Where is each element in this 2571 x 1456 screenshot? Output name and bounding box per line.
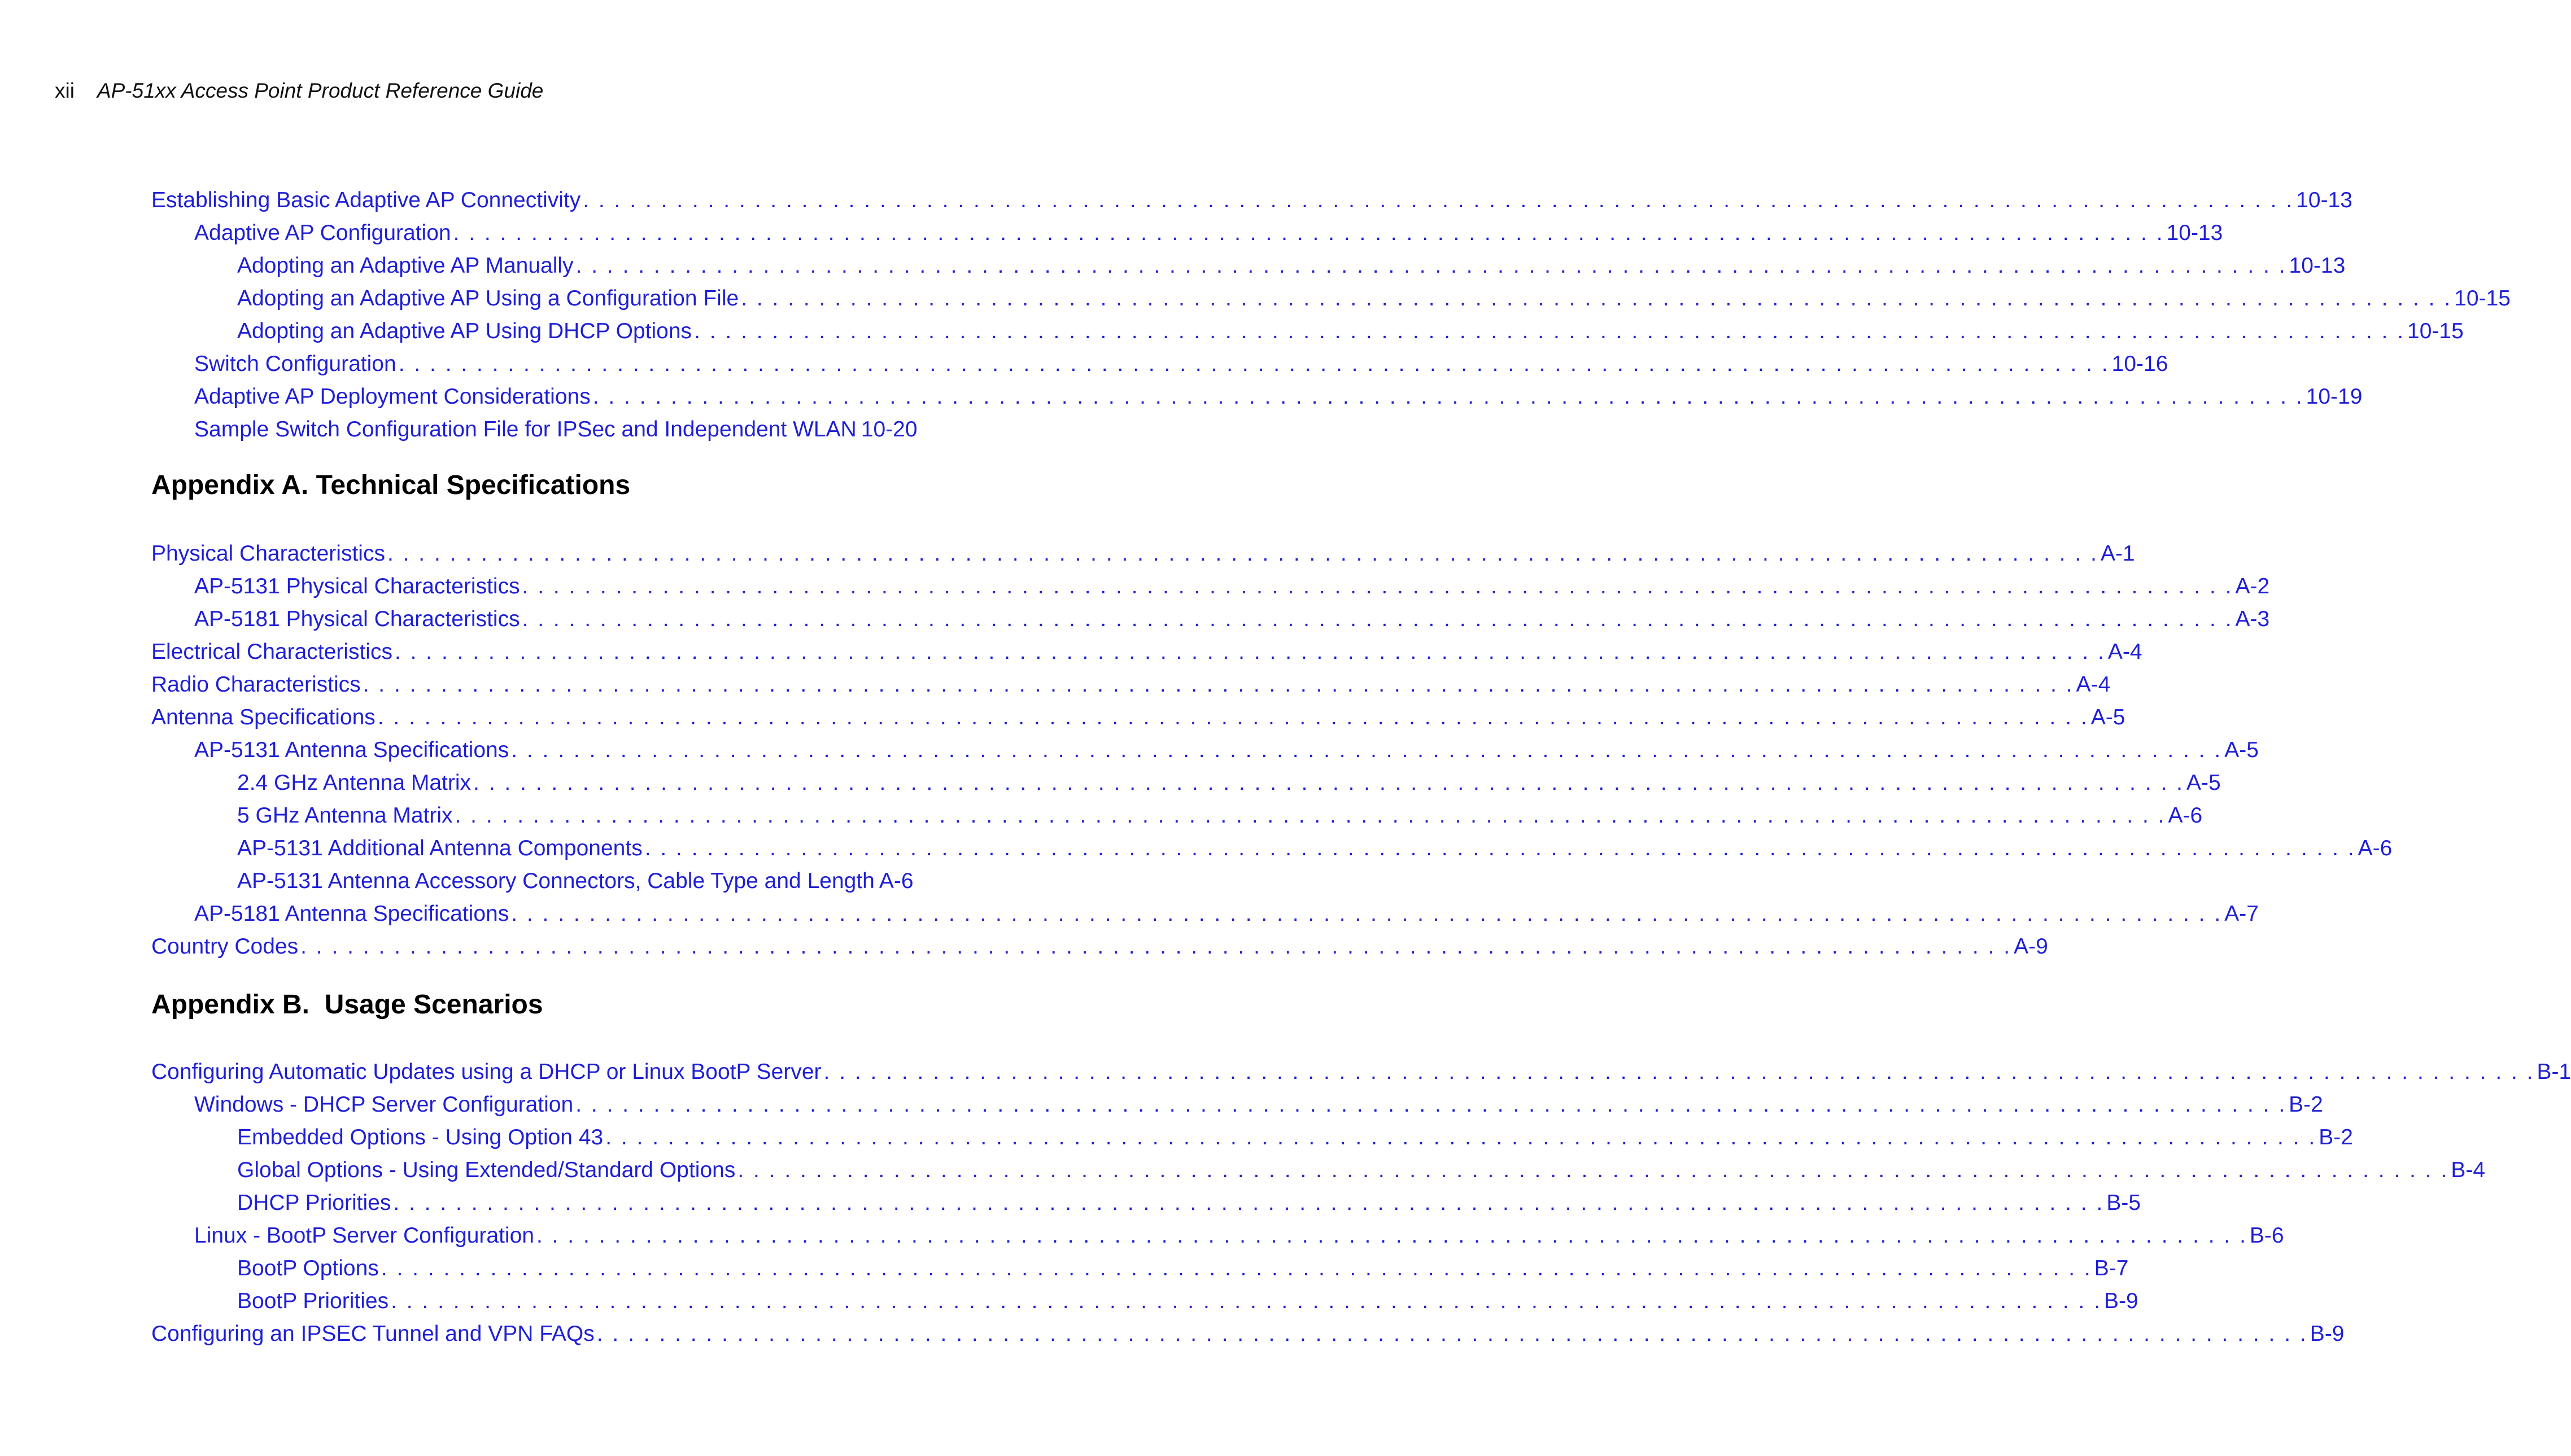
toc-entry[interactable] [151, 282, 2511, 315]
toc-entry-title: Linux - BootP Server Configuration [194, 1223, 534, 1248]
toc-entry-title: 5 GHz Antenna Matrix [237, 803, 453, 828]
dot-leader [576, 250, 2287, 282]
dot-leader [381, 1252, 2092, 1285]
dot-leader [694, 315, 2405, 348]
toc-entry-title: BootP Options [237, 1256, 379, 1280]
toc-entry[interactable] [151, 767, 2221, 799]
toc-entry[interactable] [151, 930, 2048, 963]
dot-leader [536, 1219, 2247, 1252]
toc-entry[interactable] [151, 570, 2270, 603]
dot-leader [511, 898, 2222, 930]
dot-leader [300, 930, 2011, 963]
toc-entry-title: Configuring an IPSEC Tunnel and VPN FAQs [151, 1322, 595, 1346]
toc-entry[interactable] [151, 701, 2125, 734]
toc-entry-title: Adopting an Adaptive AP Using a Configuration File [237, 286, 739, 311]
toc-entry-title: 2.4 GHz Antenna Matrix [237, 771, 472, 795]
toc-entry-title: Country Codes [151, 934, 299, 959]
dot-leader [605, 1121, 2316, 1154]
toc-entry-title: AP-5181 Antenna Specifications [194, 902, 509, 926]
toc-entry[interactable] [151, 217, 2223, 250]
toc-entry-title: Antenna Specifications [151, 705, 376, 729]
toc-entry-page: A-3 [2235, 607, 2270, 631]
appendix-b-heading: Appendix B. Usage Scenarios [151, 990, 543, 1020]
dot-leader [363, 668, 2074, 701]
toc-entry-page: A-1 [2100, 541, 2135, 566]
toc-entry[interactable] [151, 1318, 2345, 1350]
toc-entry[interactable] [151, 1121, 2353, 1154]
toc-entry-title: Windows - DHCP Server Configuration [194, 1092, 574, 1117]
toc-entry-page: A-6 [2358, 836, 2393, 860]
toc-entry-page: 10-13 [2296, 188, 2352, 212]
toc-entry[interactable] [151, 832, 2393, 865]
toc-entry[interactable] [151, 1219, 2284, 1252]
toc-entry[interactable] [151, 734, 2259, 767]
toc-entry-page: B-5 [2106, 1191, 2141, 1215]
dot-leader [522, 603, 2233, 636]
page-number: xii [55, 79, 75, 102]
toc-entry[interactable] [151, 799, 2203, 832]
toc-entry-page: 10-13 [2289, 253, 2346, 278]
toc-entry-title: DHCP Priorities [237, 1191, 391, 1215]
dot-leader [737, 1154, 2448, 1187]
toc-entry-page: A-4 [2076, 672, 2111, 697]
toc-entry-title: Adaptive AP Deployment Considerations [194, 384, 591, 409]
toc-entry-page: B-2 [2319, 1125, 2353, 1149]
toc-entry-page: 10-15 [2454, 286, 2511, 311]
running-header [55, 79, 543, 103]
dot-leader [511, 734, 2222, 767]
document-title: AP-51xx Access Point Product Reference Guide [97, 79, 544, 102]
dot-leader [473, 767, 2184, 799]
toc-entry[interactable] [151, 315, 2464, 348]
toc-entry[interactable] [151, 603, 2270, 636]
toc-entry-title: Adopting an Adaptive AP Using DHCP Options [237, 319, 692, 343]
dot-leader [387, 537, 2098, 570]
toc-entry-page: A-2 [2235, 574, 2270, 598]
toc-entry[interactable] [151, 537, 2135, 570]
toc-entry-page: A-5 [2224, 738, 2259, 762]
toc-entry-page: B-1 [2537, 1060, 2571, 1084]
dot-leader [597, 1318, 2308, 1350]
toc-entry[interactable] [151, 184, 2352, 217]
dot-leader [399, 348, 2110, 381]
dot-leader [391, 1285, 2102, 1318]
toc-entry[interactable] [151, 1187, 2141, 1219]
appendix-a-toc-list [151, 537, 2393, 963]
toc-entry[interactable] [151, 636, 2142, 668]
appendix-b-toc-list [151, 1056, 2571, 1350]
toc-entry-title: Switch Configuration [194, 352, 396, 376]
toc-entry[interactable] [151, 1088, 2323, 1121]
toc-entry-page: B-2 [2289, 1092, 2323, 1117]
toc-entry-page: A-6 [2168, 803, 2203, 828]
dot-leader [455, 799, 2166, 832]
toc-entry-title: Adaptive AP Configuration [194, 221, 451, 245]
toc-entry-title: Establishing Basic Adaptive AP Connectivity [151, 188, 581, 212]
toc-entry-title: Global Options - Using Extended/Standard Options [237, 1158, 736, 1182]
toc-entry-page: B-7 [2094, 1256, 2129, 1280]
toc-entry-page: A-7 [2224, 902, 2259, 926]
toc-entry-page: A-4 [2107, 640, 2142, 664]
toc-entry-page: B-6 [2249, 1223, 2284, 1248]
toc-entry-title: BootP Priorities [237, 1289, 389, 1313]
toc-entry[interactable] [151, 668, 2111, 701]
toc-entry-page: A-9 [2014, 934, 2048, 959]
toc-entry-title: AP-5131 Antenna Accessory Connectors, Cable Type and Length [237, 869, 875, 893]
dot-leader [583, 184, 2294, 217]
toc-entry-page: B-4 [2451, 1158, 2486, 1182]
toc-entry-page: 10-20 [861, 417, 918, 441]
dot-leader [593, 381, 2304, 413]
toc-entry-page: 10-13 [2166, 221, 2223, 245]
toc-entry-title: AP-5131 Physical Characteristics [194, 574, 520, 598]
dot-leader [645, 832, 2356, 865]
toc-continued-list [151, 184, 2511, 446]
toc-entry[interactable] [151, 865, 914, 898]
toc-entry-title: Adopting an Adaptive AP Manually [237, 253, 574, 278]
toc-entry-page: 10-19 [2306, 384, 2363, 409]
toc-entry[interactable] [151, 250, 2346, 282]
toc-entry-title: Embedded Options - Using Option 43 [237, 1125, 604, 1149]
toc-entry-title: Physical Characteristics [151, 541, 385, 566]
toc-entry-title: AP-5181 Physical Characteristics [194, 607, 520, 631]
dot-leader [522, 570, 2233, 603]
dot-leader [824, 1056, 2535, 1088]
toc-entry-title: Configuring Automatic Updates using a DHCP or Linux BootP Server [151, 1060, 822, 1084]
toc-entry-title: Electrical Characteristics [151, 640, 392, 664]
toc-entry-page: 10-15 [2407, 319, 2464, 343]
toc-entry-page: A-5 [2090, 705, 2125, 729]
toc-entry[interactable] [151, 413, 918, 446]
appendix-a-heading: Appendix A. Technical Specifications [151, 470, 631, 500]
toc-entry-title: Sample Switch Configuration File for IPSec and Independent WLAN [194, 417, 857, 441]
dot-leader [378, 701, 2089, 734]
toc-entry-title: Radio Characteristics [151, 672, 361, 697]
toc-entry[interactable] [151, 1285, 2138, 1318]
dot-leader [453, 217, 2164, 250]
toc-entry[interactable] [151, 381, 2363, 413]
dot-leader [575, 1088, 2286, 1121]
toc-entry-title: AP-5131 Additional Antenna Components [237, 836, 643, 860]
toc-entry[interactable] [151, 1056, 2571, 1088]
toc-entry-page: A-6 [879, 869, 914, 893]
toc-entry-page: A-5 [2186, 771, 2221, 795]
toc-entry-page: B-9 [2104, 1289, 2138, 1313]
toc-entry[interactable] [151, 1154, 2486, 1187]
toc-entry-page: 10-16 [2111, 352, 2168, 376]
dot-leader [741, 282, 2452, 315]
dot-leader [393, 1187, 2104, 1219]
toc-entry[interactable] [151, 348, 2168, 381]
toc-entry[interactable] [151, 898, 2259, 930]
toc-entry-page: B-9 [2310, 1322, 2345, 1346]
toc-entry-title: AP-5131 Antenna Specifications [194, 738, 509, 762]
dot-leader [395, 636, 2106, 668]
toc-entry[interactable] [151, 1252, 2129, 1285]
